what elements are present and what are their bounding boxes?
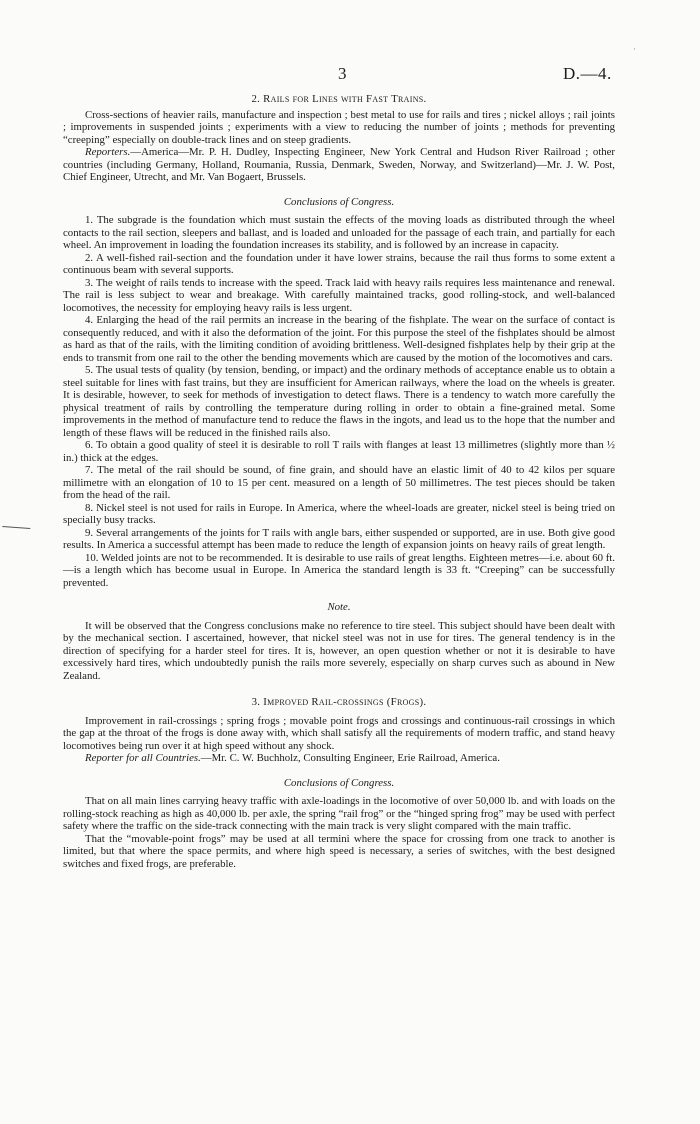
conclusion-item: 5. The usual tests of quality (by tension, bending, or impact) and the ordinary methods of acceptance enable us to obtain a steel suitable for lines with fast trains, but they are insufficient for American railways, where the load on the wheels is greater. It is desirable, however, to seek for methods of investigation to detect flaws. There is a tendency to watch more carefully the physical treatment of rails by controlling the temperature during rolling in order to obtain a fine-grained metal. Some improvements in the method of manufacture tend to reduce the flaws in the ingots, and lead us to the hope that the number and length of these flaws will be reduced in the finished rails also.: [63, 364, 615, 439]
section-intro-rails: Cross-sections of heavier rails, manufacture and inspection ; best metal to use for rails and tires ; nickel alloys ; rail joints ; improvements in suspended joints ; experiments with a view to reducing the number of joints ; methods for preventing “creeping” especially on double-track lines and on steep gradients.: [63, 108, 615, 146]
page-number: 3: [338, 64, 347, 83]
reporters-label: Reporters.: [85, 146, 131, 158]
conclusion-item: 4. Enlarging the head of the rail permits an increase in the bearing of the fishplate. The wear on the surface of contact is consequently reduced, and with it also the deformation of the joint. For this purpose the steel of the fishplates should be almost as hard as that of the rails, with the limiting condition of avoiding brittleness. Well-designed fishplates help by their grip at the ends to transmit from one rail to the other the bending movements which are caused by the motion of the locomotives and cars.: [63, 314, 615, 364]
conclusion-item: 8. Nickel steel is not used for rails in Europe. In America, where the wheel-loads are greater, nickel steel is being tried on specially busy tracks.: [63, 501, 615, 526]
conclusion-item: 2. A well-fished rail-section and the foundation under it have lower strains, because the rail thus forms to some extent a continuous beam with several supports.: [63, 251, 615, 276]
corner-mark: ·: [633, 44, 636, 54]
section-heading-rails: 2. Rails for Lines with Fast Trains.: [251, 93, 427, 105]
conclusions-heading: Conclusions of Congress.: [283, 776, 395, 789]
conclusion-item: That the “movable-point frogs” may be used at all termini where the space for crossing from one track to another is limited, but that where the space permits, and where high speed is necessary, a series of switches, with the best designed switches and fixed frogs, are preferable.: [63, 832, 615, 870]
conclusion-item: 10. Welded joints are not to be recommended. It is desirable to use rails of great lengths. Eighteen metres—i.e. about 60 ft.—is a length which has become usual in Europe. In America the standard length is 33 ft. “Creeping” can be successfully prevented.: [63, 551, 615, 589]
conclusions-heading: Conclusions of Congress.: [283, 195, 395, 208]
reporters-text: —America—Mr. P. H. Dudley, Inspecting Engineer, New York Central and Hudson River Railroad ; other countries (including Germany, Holland, Roumania, Russia, Denmark, Sweden, Norway, and Switzerland)—Mr. J. W. Post, Chief Engineer, Utrecht, and Mr. Van Bogaert, Brussels.: [63, 146, 615, 183]
section-intro-crossings: Improvement in rail-crossings ; spring frogs ; movable point frogs and crossings and continuous-rail crossings in which the gap at the throat of the frogs is done away with, which shall satisfy all the requirements of modern traffic, and stand heavy locomotives being run over it at high speed without any shock.: [63, 714, 615, 752]
note-paragraph: It will be observed that the Congress conclusions make no reference to tire steel. This subject should have been dealt with by the mechanical section. I ascertained, however, that nickel steel was not in use for tires. The general tendency is in the direction of specifying for a harder steel for tires. It is, however, an open question whether or not it is desirable to have excessively hard tires, which undoubtedly punish the rails more severely, especially on sharp curves such as abound in New Zealand.: [63, 619, 615, 682]
reporter-paragraph: [63, 752, 615, 765]
reporters-paragraph: [63, 146, 615, 184]
conclusion-item: 9. Several arrangements of the joints for T rails with angle bars, either suspended or supported, are in use. Both give good results. In America a successful attempt has been made to reduce the length of expansion joints on heavy rails of great length.: [63, 526, 615, 551]
margin-mark: [2, 526, 31, 537]
conclusion-item: 1. The subgrade is the foundation which must sustain the effects of the moving loads as distributed through the wheel contacts to the rail section, sleepers and ballast, and is loaded and unloaded for the passage of each train, and partially for each wheel. An improvement in loading the foundation increases its stability, and is followed by an increase in capacity.: [63, 214, 615, 251]
page-content: [63, 93, 615, 870]
conclusion-item: 6. To obtain a good quality of steel it is desirable to roll T rails with flanges at least 13 millimetres (slightly more than ½ in.) thick at the edges.: [63, 439, 615, 464]
note-heading: Note.: [327, 601, 351, 613]
reporter-label: Reporter for all Countries.: [85, 752, 201, 764]
document-reference: D.—4.: [563, 64, 612, 83]
conclusion-item: 3. The weight of rails tends to increase with the speed. Track laid with heavy rails requires less maintenance and renewal. The rail is less subject to wear and breakage. With carefully maintained tracks, good rolling-stock, and well-balanced locomotives, the necessity for employing heavy rails is less urgent.: [63, 276, 615, 314]
reporter-text: —Mr. C. W. Buchholz, Consulting Engineer, Erie Railroad, America.: [200, 752, 500, 764]
conclusion-item: 7. The metal of the rail should be sound, of fine grain, and should have an elastic limit of 40 to 42 kilos per square millimetre with an elongation of 10 to 15 per cent. measured on a length of 50 millimetres. The test pieces should be taken from the head of the rail.: [63, 464, 615, 501]
conclusion-item: That on all main lines carrying heavy traffic with axle-loadings in the locomotive of over 50,000 lb. and with loads on the rolling-stock reaching as high as 40,000 lb. per axle, the spring “rail frog” or the “hinged spring frog” may be used with perfect safety where the traffic on the side-track connecting with the main track is very slight compared with the main traffic.: [63, 795, 615, 832]
section-heading-crossings: 3. Improved Rail-crossings (Frogs).: [251, 696, 427, 708]
